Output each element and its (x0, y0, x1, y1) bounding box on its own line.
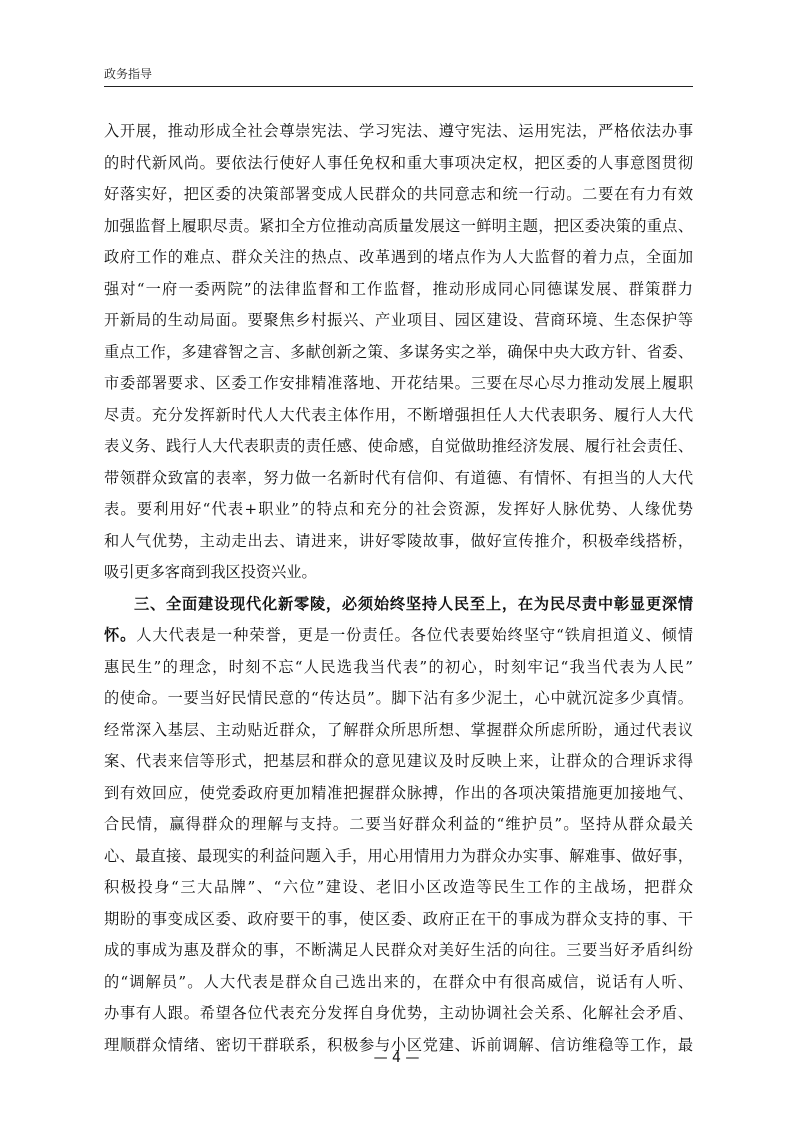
text-line: 政府工作的难点、群众关注的热点、改革遇到的堵点作为人大监督的着力点，全面加 (104, 248, 693, 266)
text-line: 惠民生”的理念，时刻不忘“人民选我当代表”的初心，时刻牢记“我当代表为人民” (104, 657, 693, 676)
text-line: 市委部署要求、区委工作安排精准落地、开花结果。三要在尽心尽力推动发展上履职 (104, 374, 693, 392)
text-line: 到有效回应，使党委政府更加精准把握群众脉搏，作出的各项决策措施更加接地气、 (104, 783, 693, 802)
section-heading-line (104, 589, 693, 621)
text-line: 积极投身“三大品牌”、“六位”建设、老旧小区改造等民生工作的主战场，把群众 (104, 878, 693, 896)
text-line: 的“调解员”。人大代表是群众自己选出来的，在群众中有很高威信，说话有人听、 (104, 972, 693, 991)
text-line: 的时代新风尚。要依法行使好人事任免权和重大事项决定权，把区委的人事意图贯彻 (104, 153, 693, 172)
text-line: 怀。人大代表是一种荣誉，更是一份责任。各位代表要始终坚守“铁肩担道义、倾情 (104, 626, 693, 644)
page-number: — 4 — (373, 1050, 420, 1066)
section-heading-end: 怀。 (104, 626, 137, 644)
text-line: 的使命。一要当好民情民意的“传达员”。脚下沾有多少泥土，心中就沉淀多少真情。 (104, 689, 693, 707)
paragraph-1 (104, 116, 693, 589)
text-line: 成的事成为惠及群众的事，不断满足人民群众对美好生活的向往。三要当好矛盾纠纷 (104, 941, 693, 959)
text-line: 心、最直接、最现实的利益问题入手，用心用情用力为群众办实事、解难事、做好事， (104, 846, 693, 865)
text-line: 和人气优势，主动走出去、请进来，讲好零陵故事，做好宣传推介，积极牵线搭桥， (104, 531, 693, 550)
text-line: 开新局的生动局面。要聚焦乡村振兴、产业项目、园区建设、营商环境、生态保护等 (104, 311, 693, 329)
text-line: 强对“一府一委两院”的法律监督和工作监督，推动形成同心同德谋发展、群策群力 (104, 279, 693, 298)
text-line: 期盼的事变成区委、政府要干的事，使区委、政府正在干的事成为群众支持的事、干 (104, 909, 693, 928)
text-line: 经常深入基层、主动贴近群众，了解群众所思所想、掌握群众所虑所盼，通过代表议 (104, 720, 693, 739)
text-line: 表义务、践行人大代表职责的责任感、使命感，自觉做助推经济发展、履行社会责任、 (104, 437, 693, 455)
paragraph-2 (104, 589, 693, 1062)
header-rule (104, 86, 693, 87)
text-line: 加强监督上履职尽责。紧扣全方位推动高质量发展这一鲜明主题，把区委决策的重点、 (104, 216, 693, 235)
section-heading: 三、全面建设现代化新零陵，必须始终坚持人民至上，在为民尽责中彰显更深情 (134, 594, 693, 613)
text-line: 吸引更多客商到我区投资兴业。 (104, 563, 317, 581)
text-line: 入开展，推动形成全社会尊崇宪法、学习宪法、遵守宪法、运用宪法，严格依法办事 (104, 122, 693, 140)
running-header (104, 66, 693, 82)
body-text (104, 116, 693, 1061)
text-line: 重点工作，多建睿智之言、多献创新之策、多谋务实之举，确保中央大政方针、省委、 (104, 342, 693, 361)
text-line: 案、代表来信等形式，把基层和群众的意见建议及时反映上来，让群众的合理诉求得 (104, 752, 693, 770)
text-line: 办事有人跟。希望各位代表充分发挥自身优势，主动协调社会关系、化解社会矛盾、 (104, 1004, 693, 1022)
text-line: 好落实好，把区委的决策部署变成人民群众的共同意志和统一行动。二要在有力有效 (104, 185, 693, 203)
text-line: 带领群众致富的表率，努力做一名新时代有信仰、有道德、有情怀、有担当的人大代 (104, 468, 693, 487)
text-line: 尽责。充分发挥新时代人大代表主体作用，不断增强担任人大代表职务、履行人大代 (104, 405, 693, 424)
text-line: 理顺群众情绪、密切干群联系，积极参与小区党建、诉前调解、信访维稳等工作，最 (104, 1035, 693, 1054)
header-label: 政务指导 (104, 67, 153, 81)
text-line: 合民情，赢得群众的理解与支持。二要当好群众利益的“维护员”。坚持从群众最关 (104, 815, 693, 833)
text-line: 表。要利用好“代表+职业”的特点和充分的社会资源，发挥好人脉优势、人缘优势 (104, 500, 693, 518)
